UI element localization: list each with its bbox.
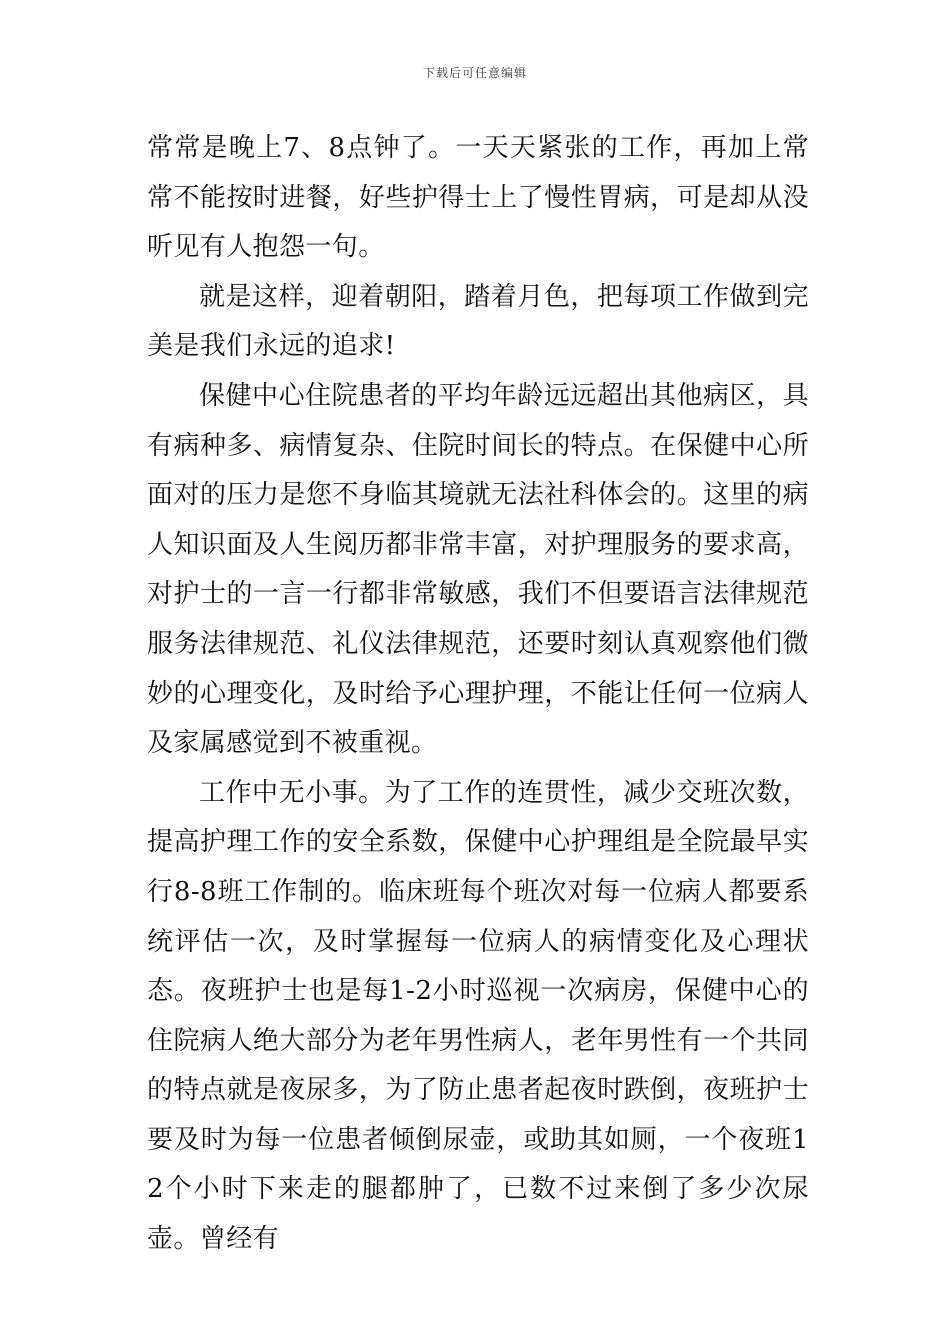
paragraph-3: 保健中心住院患者的平均年龄远远超出其他病区，具有病种多、病情复杂、住院时间长的特点。在保健中心所面对的压力是您不身临其境就无法社科体会的。这里的病人知识面及人生阅历都非常丰富，对护理服务的要求高，对护士的一言一行都非常敏感，我们不但要语言法律规范服务法律规范、礼仪法律规范，还要时刻认真观察他们微妙的心理变化，及时给予心理护理，不能让任何一位病人及家属感觉到不被重视。 (147, 380, 809, 759)
document-body (147, 124, 809, 1265)
paragraph-2: 就是这样，迎着朝阳，踏着月色，把每项工作做到完美是我们永远的追求! (147, 281, 809, 362)
paragraph-4: 工作中无小事。为了工作的连贯性，减少交班次数，提高护理工作的安全系数，保健中心护理组是全院最早实行8-8班工作制的。临床班每个班次对每一位病人都要系统评估一次，及时掌握每一位病人的病情变化及心理状态。夜班护士也是每1-2小时巡视一次病房，保健中心的住院病人绝大部分为老年男性病人，老年男性有一个共同的特点就是夜尿多，为了防止患者起夜时跌倒，夜班护士要及时为每一位患者倾倒尿壶，或助其如厕，一个夜班12个小时下来走的腿都肿了，已数不过来倒了多少次尿壶。曾经有 (147, 777, 809, 1255)
paragraph-1: 常常是晚上7、8点钟了。一天天紧张的工作，再加上常常不能按时进餐，好些护得士上了慢性胃病，可是却从没听见有人抱怨一句。 (147, 133, 809, 263)
page-header: 下载后可任意编辑 (422, 66, 527, 80)
